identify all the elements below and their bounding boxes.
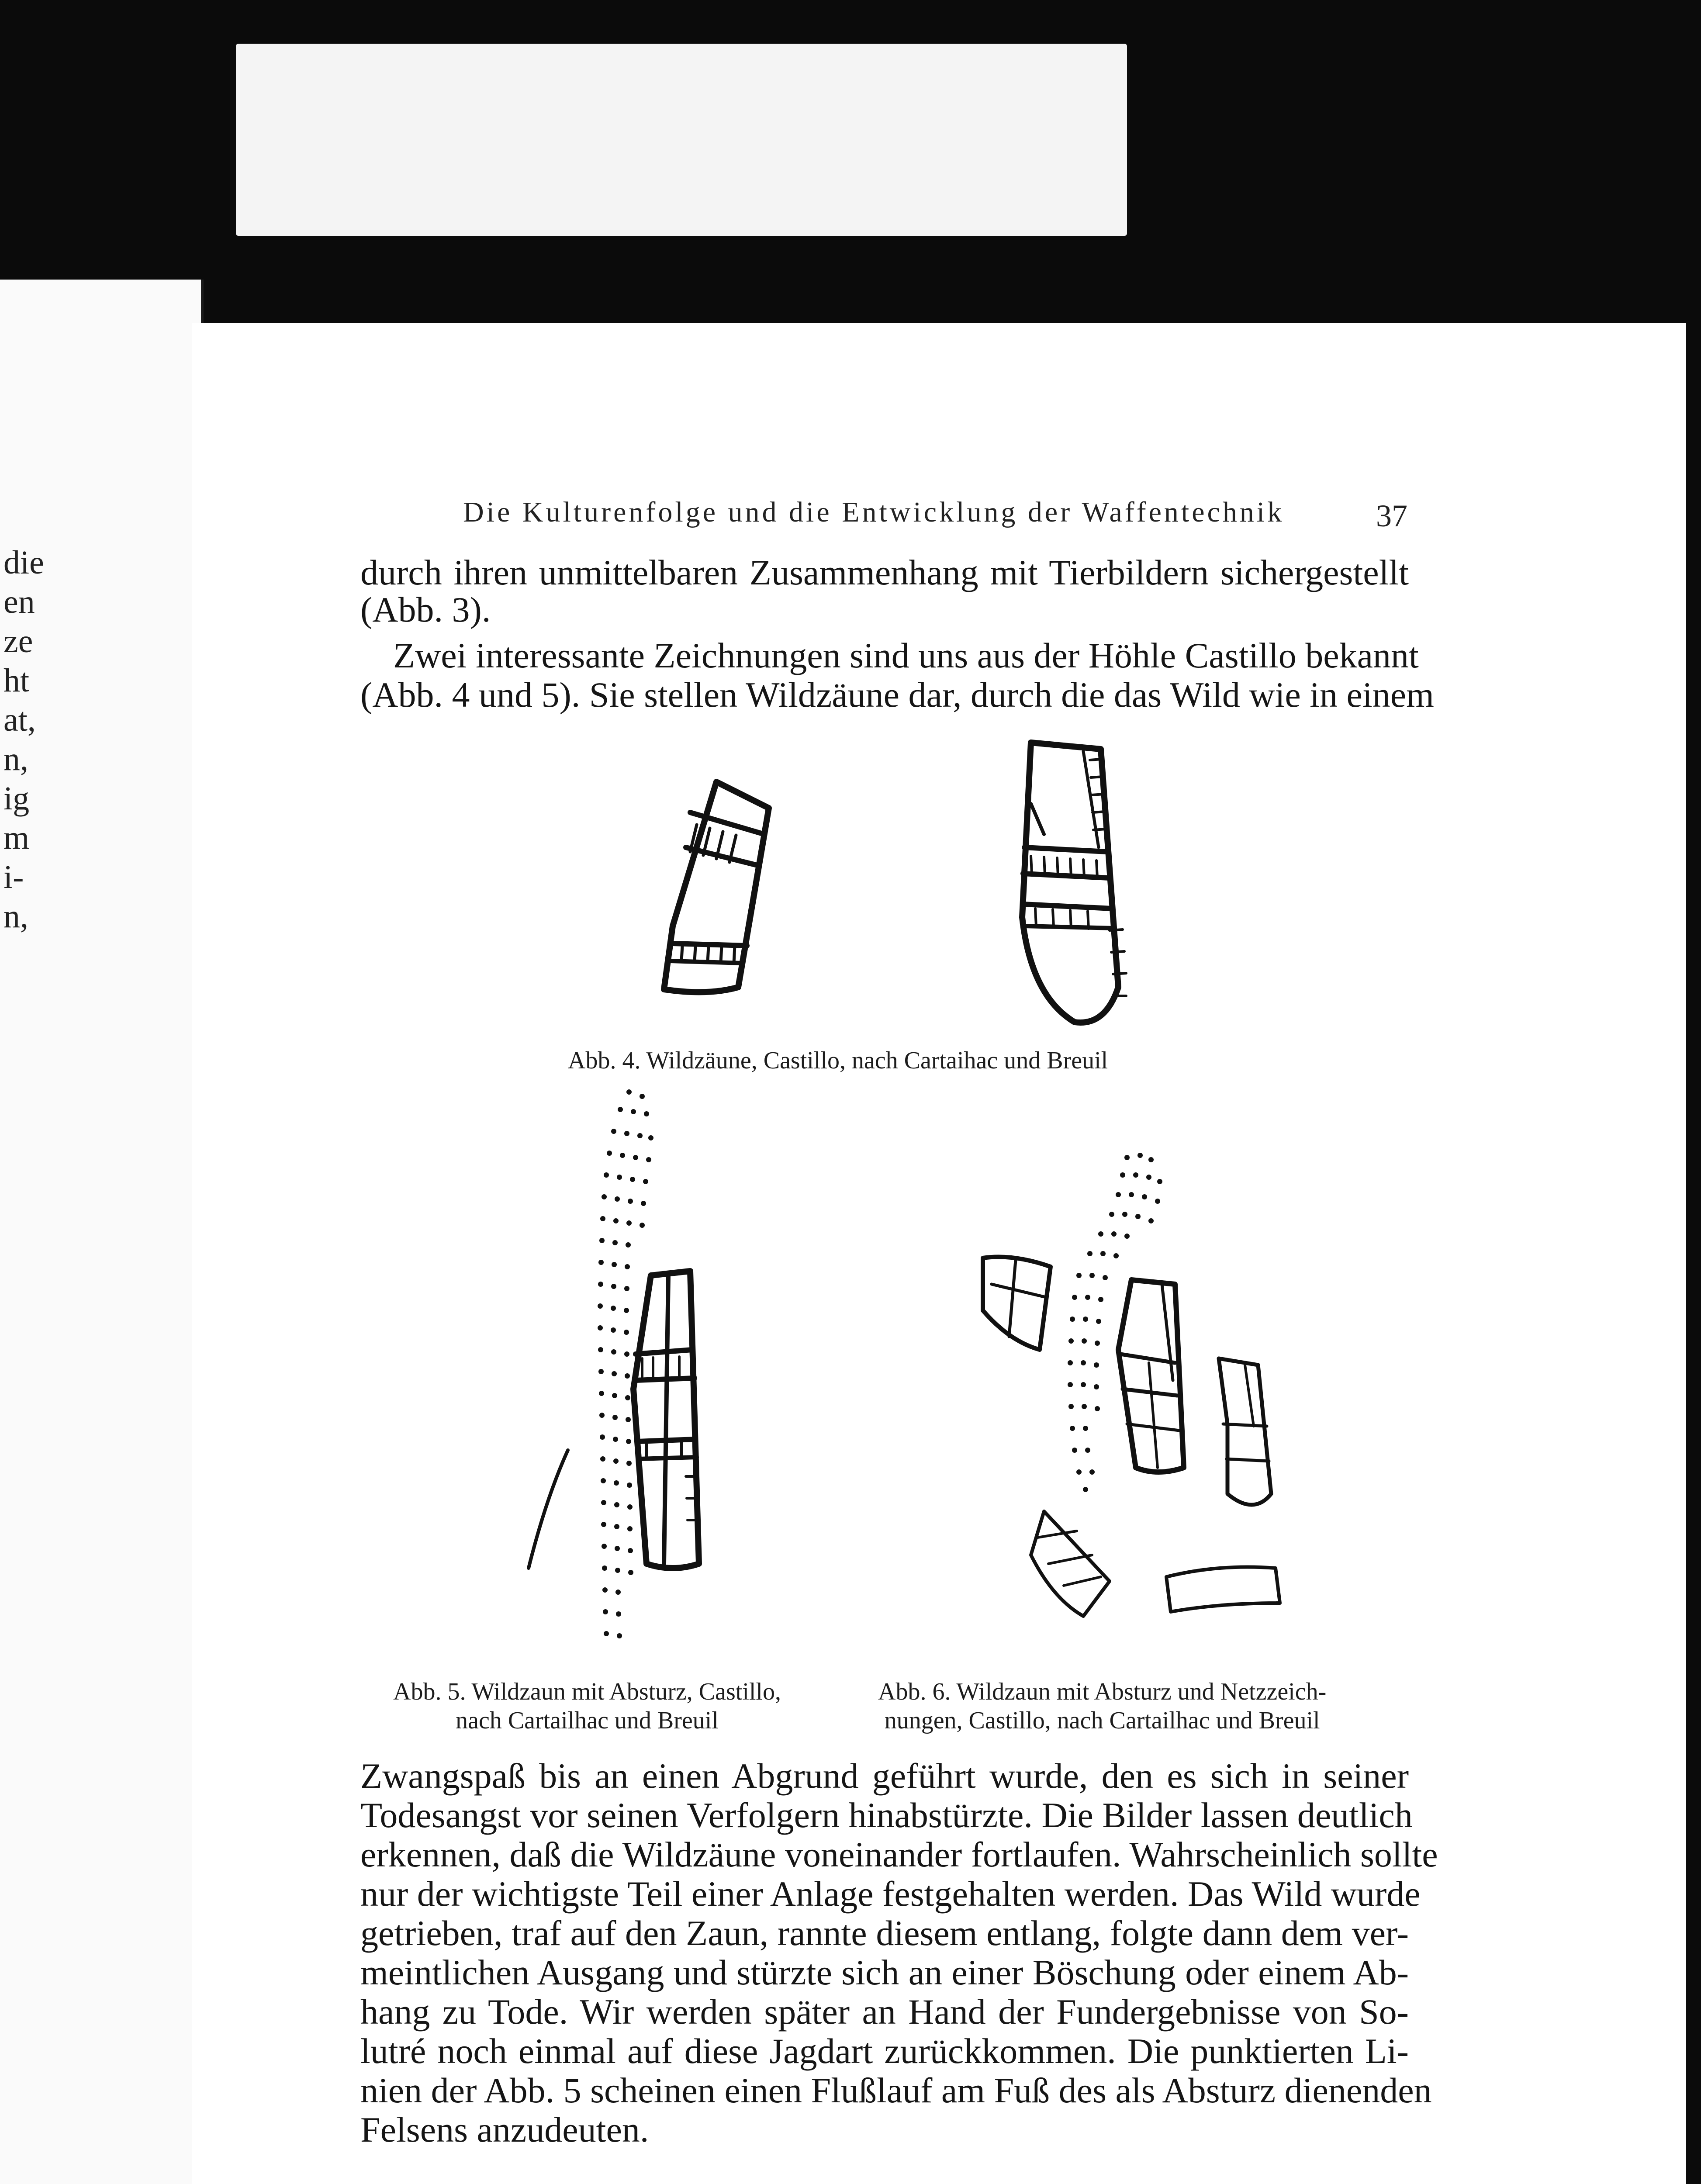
- fig5-fence-with-cliff-drawing: [515, 1083, 760, 1655]
- page-number: 37: [1376, 498, 1407, 533]
- paper-slip: [236, 44, 1127, 236]
- fig4-small-fence-drawing: [655, 769, 786, 1000]
- fig5-caption-line: nach Cartailhac und Breuil: [456, 1707, 719, 1734]
- fig6-caption: [878, 1677, 1326, 1735]
- fig6-caption-line: nungen, Castillo, nach Cartailhac und Breuil: [884, 1707, 1320, 1734]
- body-text-line: Todesangst vor seinen Verfolgern hinabstürzte. Die Bilder lassen deutlich: [360, 1795, 1413, 1835]
- left-page-fragment: at,: [3, 702, 36, 738]
- body-text-line: lutré noch einmal auf diese Jagdart zurückkommen. Die punktierten Li-: [360, 2031, 1409, 2071]
- fig6-fence-with-net-drawing: [974, 1144, 1297, 1664]
- body-text-line: hang zu Tode. Wir werden später an Hand der Fundergebnisse von So-: [360, 1992, 1409, 2032]
- fig5-caption-line: Abb. 5. Wildzaun mit Absturz, Castillo,: [393, 1678, 781, 1705]
- body-text-line: nien der Abb. 5 scheinen einen Flußlauf am Fuß des als Absturz dienenden: [360, 2070, 1432, 2110]
- left-page-fragment: die: [3, 544, 44, 581]
- left-page-fragment: n,: [3, 741, 28, 778]
- left-page-fragment: ze: [3, 623, 33, 660]
- left-page-fragment: i-: [3, 859, 24, 895]
- body-text-line: (Abb. 3).: [360, 590, 491, 629]
- fig4-caption: Abb. 4. Wildzäune, Castillo, nach Cartaihac und Breuil: [568, 1047, 1108, 1074]
- body-text-line: getrieben, traf auf den Zaun, rannte diesem entlang, folgte dann dem ver-: [360, 1913, 1409, 1953]
- left-page-fragment: ig: [3, 780, 30, 817]
- fig4-large-fence-drawing: [1005, 734, 1140, 1031]
- body-text-line: Felsens anzudeuten.: [360, 2110, 649, 2149]
- fig6-dotted-river-lines: [1068, 1153, 1162, 1492]
- left-page-fragment: en: [3, 584, 35, 620]
- body-text-line: durch ihren unmittelbaren Zusammenhang mit Tierbildern sichergestellt: [360, 553, 1409, 592]
- fig5-caption: [393, 1677, 781, 1735]
- body-text-line: Zwei interessante Zeichnungen sind uns aus der Höhle Castillo bekannt: [393, 636, 1419, 675]
- body-text-line: nur der wichtigste Teil einer Anlage festgehalten werden. Das Wild wurde: [360, 1874, 1421, 1914]
- left-facing-page: [0, 280, 204, 2184]
- left-page-fragment: ht: [3, 662, 30, 699]
- left-page-fragment: n,: [3, 898, 28, 935]
- body-text-line: (Abb. 4 und 5). Sie stellen Wildzäune dar, durch die das Wild wie in einem: [360, 675, 1434, 715]
- body-text-line: Zwangspaß bis an einen Abgrund geführt wurde, den es sich in seiner: [360, 1756, 1409, 1796]
- fig6-caption-line: Abb. 6. Wildzaun mit Absturz und Netzzeich-: [878, 1678, 1327, 1705]
- left-page-fragment: m: [3, 819, 30, 856]
- body-text-line: erkennen, daß die Wildzäune voneinander fortlaufen. Wahrscheinlich sollte: [360, 1835, 1438, 1874]
- running-head: Die Kulturenfolge und die Entwicklung der Waffentechnik: [463, 496, 1285, 528]
- body-text-line: meintlichen Ausgang und stürzte sich an einer Böschung oder einem Ab-: [360, 1952, 1409, 1992]
